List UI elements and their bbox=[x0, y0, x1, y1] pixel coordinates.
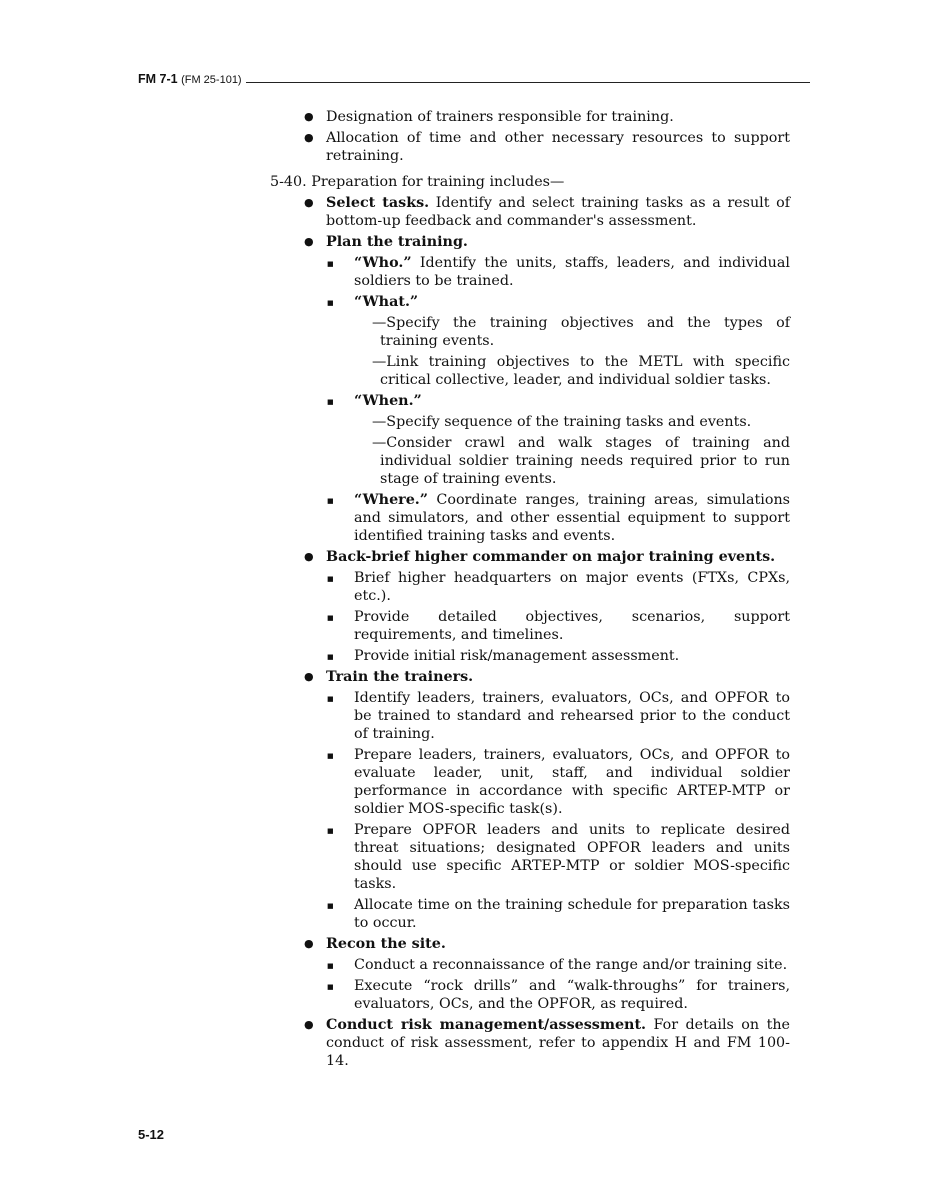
bullet-risk-management bbox=[270, 1016, 790, 1070]
bullet-recon-site bbox=[270, 935, 790, 953]
dash-item: —Specify sequence of the training tasks and events. bbox=[372, 414, 752, 430]
publication-id bbox=[138, 72, 246, 86]
bullet-back-brief bbox=[270, 548, 790, 566]
subitem: ■ Conduct a reconnaissance of the range and/or training site. bbox=[270, 956, 790, 974]
running-header bbox=[138, 72, 810, 92]
subitem-where bbox=[270, 491, 790, 545]
subitem: ■ Provide detailed objectives, scenarios, support requirements, and timelines. bbox=[270, 608, 790, 644]
item-label: Conduct risk management/assessment. bbox=[326, 1017, 647, 1033]
dash-item: —Consider crawl and walk stages of training and individual soldier training needs required prior to run stage of training events. bbox=[372, 435, 790, 487]
bullet-train-trainers bbox=[270, 668, 790, 686]
item-label: Back-brief higher commander on major training events. bbox=[326, 549, 776, 565]
page-number: 5-12 bbox=[138, 1127, 165, 1142]
bullet-item: ● Designation of trainers responsible for training. bbox=[270, 108, 790, 126]
subitem: ■ Prepare leaders, trainers, evaluators, OCs, and OPFOR to evaluate leader, unit, staff, and individual soldier performance in accordance with specific ARTEP-MTP or soldier MOS-specific task(s). bbox=[270, 746, 790, 818]
bullet-plan-training bbox=[270, 233, 790, 251]
subitem-who bbox=[270, 254, 790, 290]
bullet-select-tasks bbox=[270, 194, 790, 230]
item-label: “Who.” bbox=[354, 255, 412, 271]
publication-number: FM 7-1 bbox=[138, 72, 178, 86]
paragraph-5-40: 5-40. Preparation for training includes— bbox=[270, 174, 565, 190]
body-text bbox=[270, 108, 790, 1070]
item-label: “What.” bbox=[354, 294, 419, 310]
dash-item: —Specify the training objectives and the types of training events. bbox=[372, 315, 790, 349]
subitem: ■ Prepare OPFOR leaders and units to replicate desired threat situations; designated OPFOR leaders and units should use specific ARTEP-MTP or soldier MOS-specific tasks. bbox=[270, 821, 790, 893]
item-text: Identify the units, staffs, leaders, and individual soldiers to be trained. bbox=[354, 255, 790, 289]
subitem: ■ Execute “rock drills” and “walk-throughs” for trainers, evaluators, OCs, and the OPFOR, as required. bbox=[270, 977, 790, 1013]
subitem-when bbox=[270, 392, 790, 410]
subitem: ■ Brief higher headquarters on major events (FTXs, CPXs, etc.). bbox=[270, 569, 790, 605]
item-label: Plan the training. bbox=[326, 234, 468, 250]
item-label: Recon the site. bbox=[326, 936, 446, 952]
subitem-what bbox=[270, 293, 790, 311]
item-label: “Where.” bbox=[354, 492, 428, 508]
item-label: Select tasks. bbox=[326, 195, 430, 211]
item-text: Coordinate ranges, training areas, simulations and simulators, and other essential equipment to support identified training tasks and events. bbox=[354, 492, 790, 544]
subitem: ■ Allocate time on the training schedule for preparation tasks to occur. bbox=[270, 896, 790, 932]
item-text: Identify and select training tasks as a result of bottom-up feedback and commander's assessment. bbox=[326, 195, 790, 229]
subitem: ■ Provide initial risk/management assessment. bbox=[270, 647, 790, 665]
subitem: ■ Identify leaders, trainers, evaluators, OCs, and OPFOR to be trained to standard and rehearsed prior to the conduct of training. bbox=[270, 689, 790, 743]
dash-item: —Link training objectives to the METL with specific critical collective, leader, and individual soldier tasks. bbox=[372, 354, 790, 388]
item-label: “When.” bbox=[354, 393, 422, 409]
alt-publication-number: (FM 25-101) bbox=[181, 74, 242, 86]
item-text: For details on the conduct of risk assessment, refer to appendix H and FM 100-14. bbox=[326, 1017, 790, 1069]
bullet-item: ● Allocation of time and other necessary resources to support retraining. bbox=[270, 129, 790, 165]
item-label: Train the trainers. bbox=[326, 669, 474, 685]
